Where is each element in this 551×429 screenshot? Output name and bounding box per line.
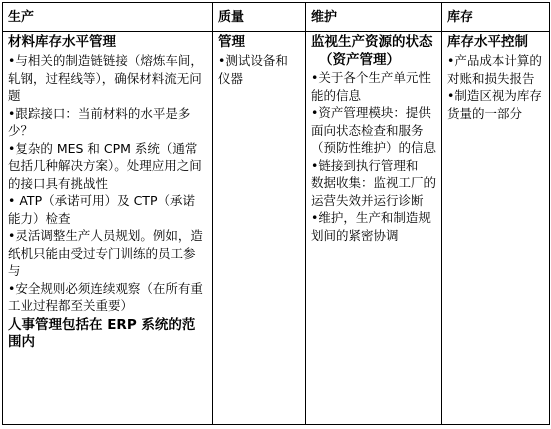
header-maintenance: 维护 bbox=[306, 3, 442, 32]
content-table bbox=[2, 2, 550, 425]
production-item: • ATP（承诺可用）及 CTP（承诺能力）检查 bbox=[8, 193, 195, 226]
maintenance-subheading: （资产管理） bbox=[319, 52, 400, 68]
production-footer-heading: 人事管理包括在 ERP 系统的范围内 bbox=[8, 316, 196, 350]
content-row bbox=[3, 32, 550, 425]
production-item: •跟踪接口：当前材料的水平是多少？ bbox=[8, 105, 191, 138]
maintenance-item: •维护，生产和制造规划间的紧密协调 bbox=[311, 210, 431, 243]
maintenance-item: 数据收集：监视工厂的运营失效并运行诊断 bbox=[311, 175, 437, 208]
production-item: •复杂的 MES 和 CPM 系统（通常包括几种解决方案）。处理应用之间的接口具有挑战性 bbox=[8, 140, 202, 191]
inventory-item: •制造区视为库存货量的一部分 bbox=[447, 88, 542, 121]
maintenance-item: •关于各个生产单元性能的信息 bbox=[311, 70, 431, 103]
maintenance-item: •链接到执行管理和 bbox=[311, 157, 419, 173]
production-cell bbox=[3, 32, 213, 425]
quality-item: •测试设备和仪器 bbox=[218, 53, 288, 86]
maintenance-item: •资产管理模块：提供面向状态检查和服务（预防性维护）的信息 bbox=[311, 105, 437, 155]
maintenance-cell bbox=[306, 32, 442, 425]
quality-heading: 管理 bbox=[218, 34, 245, 50]
inventory-item: •产品成本计算的对账和损失报告 bbox=[447, 53, 542, 86]
header-row bbox=[3, 3, 550, 32]
production-item: •安全规则必须连续观察（在所有重工业过程都至关重要） bbox=[8, 280, 203, 313]
production-heading: 材料库存水平管理 bbox=[8, 34, 116, 50]
header-inventory: 库存 bbox=[442, 3, 550, 32]
inventory-heading: 库存水平控制 bbox=[447, 34, 528, 50]
inventory-cell bbox=[442, 32, 550, 425]
header-quality: 质量 bbox=[213, 3, 306, 32]
header-production: 生产 bbox=[3, 3, 213, 32]
quality-cell bbox=[213, 32, 306, 425]
maintenance-heading: 监视生产资源的状态 bbox=[311, 34, 433, 50]
production-item: •灵活调整生产人员规划。例如，造纸机只能由受过专门训练的员工参与 bbox=[8, 228, 203, 278]
production-item: •与相关的制造链链接（熔炼车间，轧钢，过程线等），确保材料流无问题 bbox=[8, 53, 203, 103]
